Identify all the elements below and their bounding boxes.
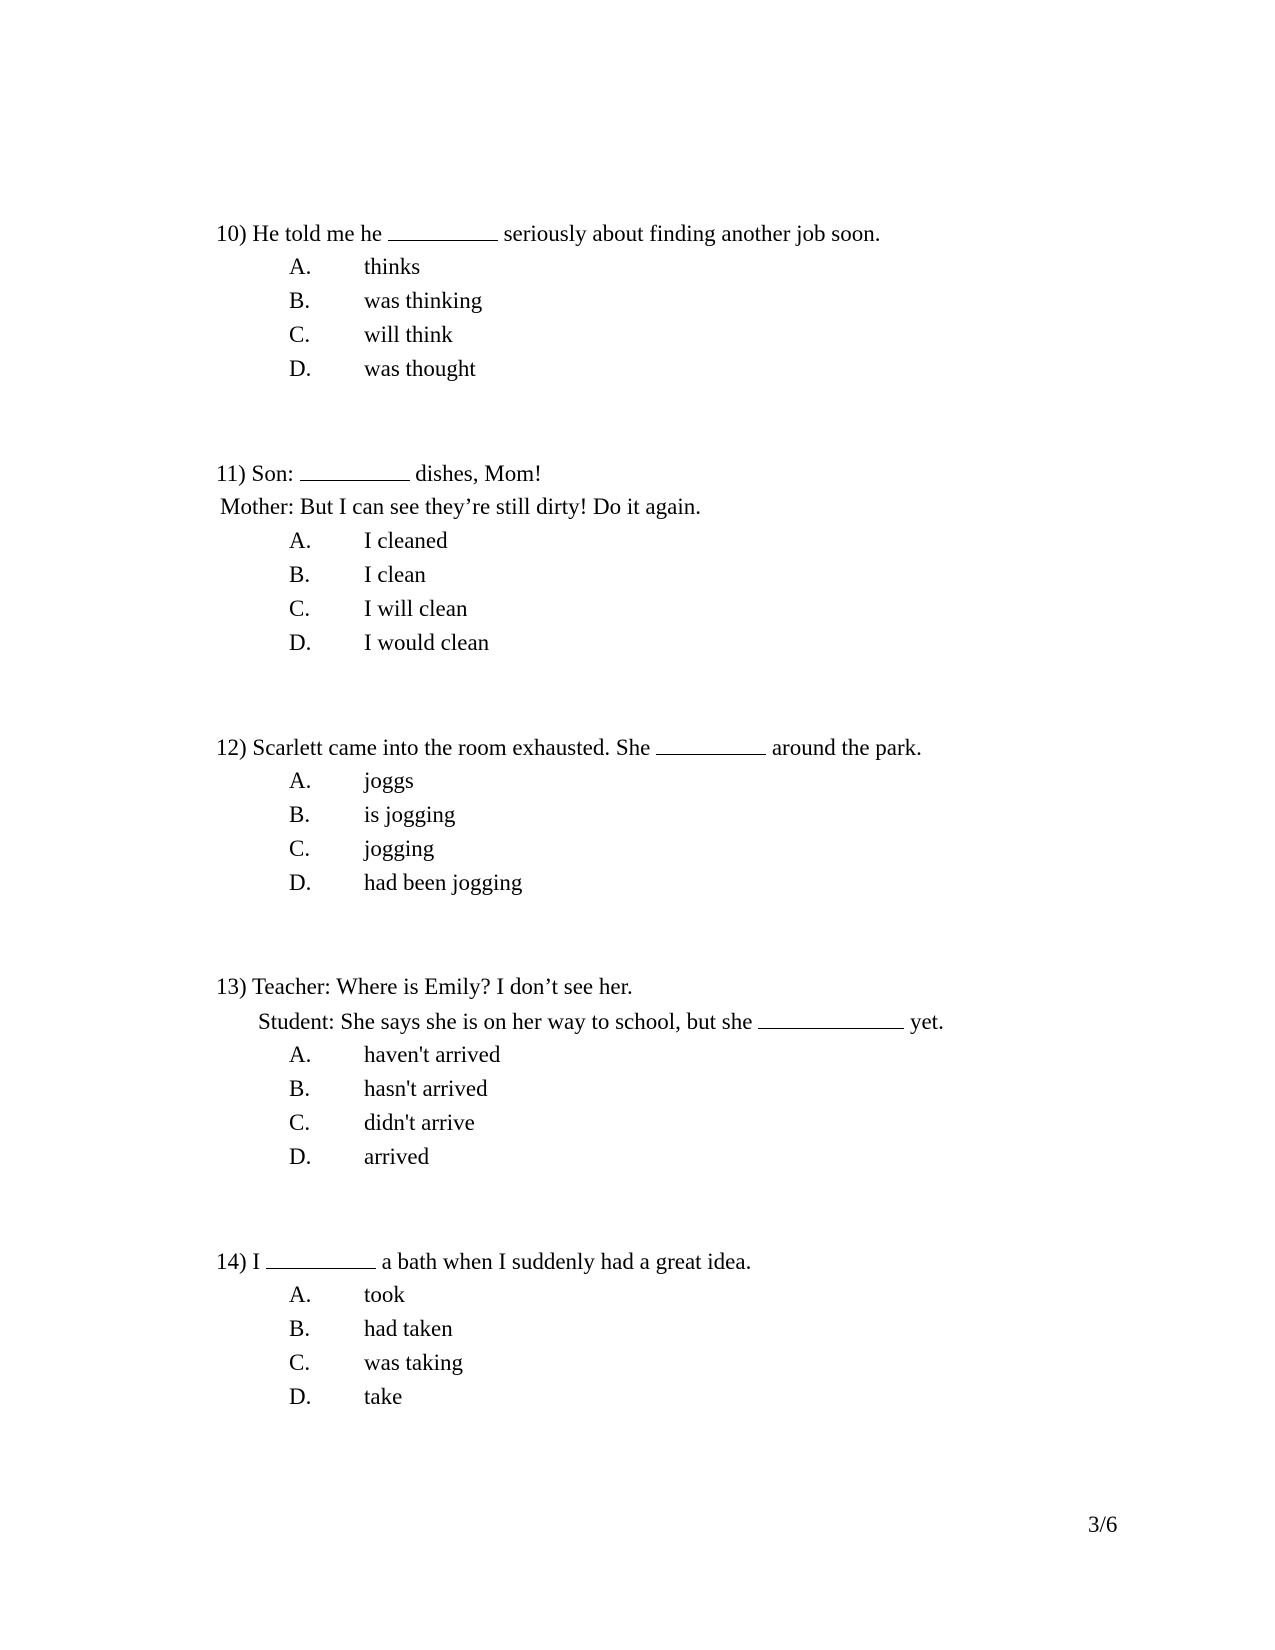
question-stem: 14) I a bath when I suddenly had a great idea. — [216, 1246, 751, 1277]
question-stem: 11) Son: dishes, Mom! — [216, 458, 542, 489]
answer-blank — [300, 458, 410, 481]
answer-blank — [266, 1246, 376, 1269]
answer-blank — [388, 218, 498, 241]
question-dialogue-line: Student: She says she is on her way to school, but she yet. — [258, 1006, 944, 1037]
question-dialogue-line: Mother: But I can see they’re still dirty! Do it again. — [220, 494, 701, 519]
answer-blank — [656, 732, 766, 755]
question-stem: 13) Teacher: Where is Emily? I don’t see her. — [216, 974, 633, 999]
page-number: 3/6 — [1088, 1512, 1118, 1537]
question-stem: 10) He told me he seriously about finding another job soon. — [216, 218, 880, 249]
question-stem: 12) Scarlett came into the room exhausted. She around the park. — [216, 732, 922, 763]
answer-blank — [758, 1006, 904, 1029]
exam-page: 10) He told me he seriously about finding another job soon. A. thinks B. was thinking C. will think D. was thought 11) Son: dishes, Mom! Mother: But I can see they’re still dirty! Do it again. A. I cleaned B. I clean C. I will clean D. I would clean 12) Scarlett came into the room exhausted. She around the park. A. joggs B. is jogging C. jogging D. had been jogging 13) Teacher: Where is Emily? I don’t see her. Student: She says she is on her way to school, but she yet. A. haven't arrived B. hasn't arrived C. didn't arrive D. arrived 14) I a bath when I suddenly had a great idea. A. took B. had taken C. was taking D. take 3/6 — [0, 0, 1275, 1650]
